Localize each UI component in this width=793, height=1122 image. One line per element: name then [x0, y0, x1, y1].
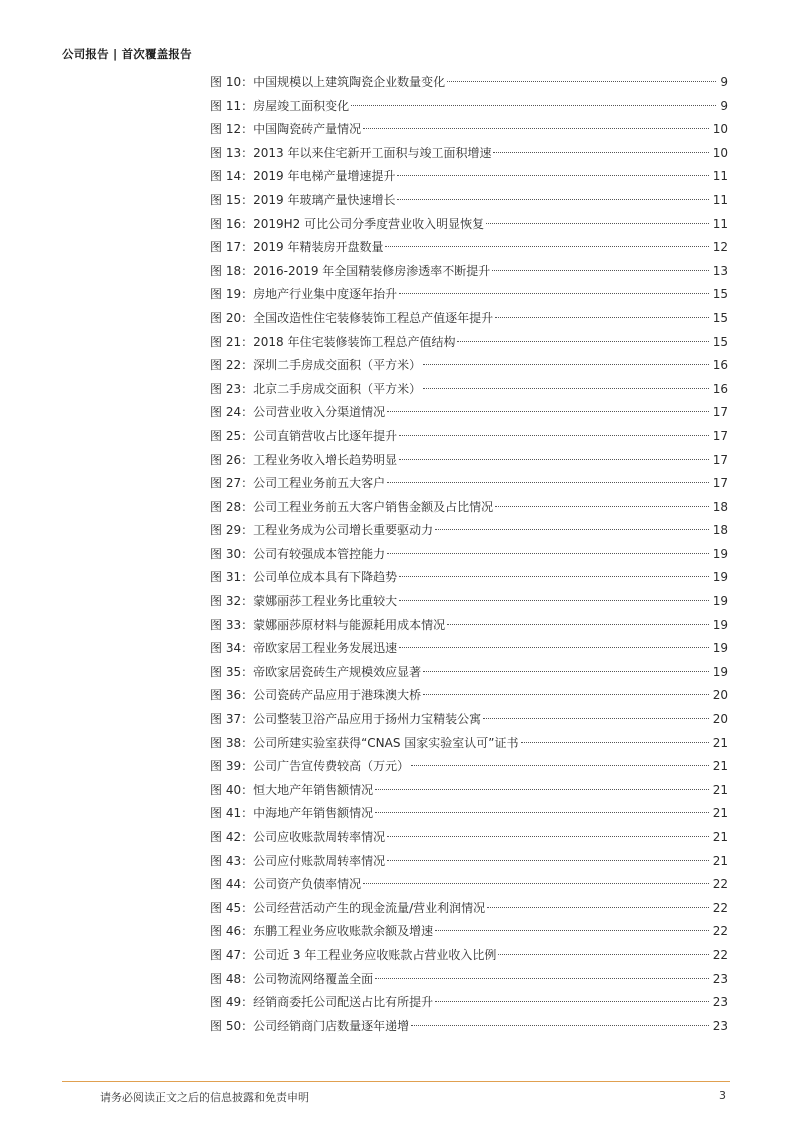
toc-entry-page: 17 — [712, 405, 728, 420]
toc-dot-leader — [487, 907, 709, 908]
toc-entry-page: 16 — [712, 358, 728, 373]
toc-entry-label: 图 26：工程业务收入增长趋势明显 — [210, 452, 398, 467]
toc-dot-leader — [387, 411, 709, 412]
toc-entry-page: 15 — [712, 310, 728, 325]
toc-dot-leader — [423, 364, 709, 365]
toc-entry-page: 21 — [712, 735, 728, 750]
toc-entry-page: 22 — [712, 900, 728, 915]
toc-dot-leader — [447, 81, 716, 82]
toc-entry-page: 19 — [712, 664, 728, 679]
report-header: 公司报告 | 首次覆盖报告 — [62, 47, 192, 61]
toc-entry-page: 22 — [712, 877, 728, 892]
toc-entry[interactable] — [210, 826, 728, 850]
toc-entry-label: 图 12：中国陶瓷砖产量情况 — [210, 122, 362, 137]
toc-dot-leader — [399, 647, 709, 648]
toc-entry-label: 图 16：2019H2 可比公司分季度营业收入明显恢复 — [210, 216, 485, 231]
toc-entry-label: 图 30：公司有较强成本管控能力 — [210, 546, 386, 561]
toc-entry-page: 15 — [712, 287, 728, 302]
toc-entry-label: 图 40：恒大地产年销售额情况 — [210, 782, 374, 797]
toc-dot-leader — [399, 600, 709, 601]
toc-entry-page: 20 — [712, 688, 728, 703]
toc-entry[interactable] — [210, 401, 728, 425]
toc-entry-label: 图 43：公司应付账款周转率情况 — [210, 853, 386, 868]
toc-entry-page: 11 — [712, 192, 728, 207]
toc-entry-page: 21 — [712, 806, 728, 821]
toc-dot-leader — [492, 270, 708, 271]
toc-dot-leader — [351, 105, 716, 106]
toc-entry-page: 11 — [712, 169, 728, 184]
toc-entry-page: 12 — [712, 240, 728, 255]
toc-entry-page: 21 — [712, 759, 728, 774]
toc-entry-page: 20 — [712, 712, 728, 727]
toc-dot-leader — [423, 671, 709, 672]
toc-dot-leader — [435, 1001, 709, 1002]
toc-entry[interactable] — [210, 944, 728, 968]
toc-entry-label: 图 27：公司工程业务前五大客户 — [210, 476, 386, 491]
toc-entry-page: 22 — [712, 947, 728, 962]
toc-entry[interactable] — [210, 283, 728, 307]
toc-entry[interactable] — [210, 142, 728, 166]
toc-entry-label: 图 35：帝欧家居瓷砖生产规模效应显著 — [210, 664, 422, 679]
toc-entry-page: 21 — [712, 853, 728, 868]
toc-entry-page: 9 — [720, 98, 728, 113]
toc-entry[interactable] — [210, 449, 728, 473]
toc-entry-label: 图 14：2019 年电梯产量增速提升 — [210, 169, 396, 184]
toc-entry[interactable] — [210, 496, 728, 520]
toc-entry-page: 23 — [712, 1018, 728, 1033]
toc-entry-label: 图 21：2018 年住宅装修装饰工程总产值结构 — [210, 334, 456, 349]
toc-entry-label: 图 42：公司应收账款周转率情况 — [210, 830, 386, 844]
toc-entry[interactable] — [210, 95, 728, 119]
toc-entry[interactable] — [210, 708, 728, 732]
toc-entry-page: 22 — [712, 924, 728, 939]
toc-entry-label: 图 11：房屋竣工面积变化 — [210, 98, 350, 113]
toc-entry[interactable] — [210, 920, 728, 944]
toc-dot-leader — [387, 482, 709, 483]
toc-dot-leader — [521, 742, 709, 743]
toc-dot-leader — [493, 152, 708, 153]
toc-dot-leader — [387, 860, 709, 861]
toc-entry-label: 图 29：工程业务成为公司增长重要驱动力 — [210, 523, 434, 538]
toc-dot-leader — [399, 293, 709, 294]
toc-dot-leader — [423, 388, 709, 389]
toc-entry-label: 图 13：2013 年以来住宅新开工面积与竣工面积增速 — [210, 145, 492, 160]
toc-entry-page: 19 — [712, 594, 728, 609]
toc-entry[interactable] — [210, 213, 728, 237]
toc-entry-page: 10 — [712, 122, 728, 137]
toc-entry-label: 图 25：公司直销营收占比逐年提升 — [210, 428, 398, 443]
toc-dot-leader — [411, 1025, 709, 1026]
toc-entry-label: 图 47：公司近 3 年工程业务应收账款占营业收入比例 — [210, 947, 497, 962]
toc-entry-page: 17 — [712, 476, 728, 491]
toc-entry-label: 图 34：帝欧家居工程业务发展迅速 — [210, 641, 398, 656]
toc-entry[interactable] — [210, 897, 728, 921]
toc-entry-page: 15 — [712, 334, 728, 349]
toc-entry[interactable] — [210, 189, 728, 213]
toc-dot-leader — [375, 812, 709, 813]
toc-entry-page: 19 — [712, 641, 728, 656]
toc-entry[interactable] — [210, 260, 728, 284]
toc-entry-page: 21 — [712, 830, 728, 844]
toc-entry-label: 图 49：经销商委托公司配送占比有所提升 — [210, 995, 434, 1010]
toc-entry-label: 图 19：房地产行业集中度逐年抬升 — [210, 287, 398, 302]
toc-entry[interactable] — [210, 779, 728, 803]
toc-dot-leader — [486, 223, 709, 224]
toc-dot-leader — [435, 529, 709, 530]
toc-entry-label: 图 39：公司广告宣传费较高（万元） — [210, 759, 410, 774]
toc-entry[interactable] — [210, 991, 728, 1015]
toc-entry-label: 图 22：深圳二手房成交面积（平方米） — [210, 358, 422, 373]
toc-entry-page: 13 — [712, 263, 728, 278]
toc-dot-leader — [457, 341, 708, 342]
toc-entry[interactable] — [210, 378, 728, 402]
toc-entry-page: 17 — [712, 428, 728, 443]
toc-dot-leader — [495, 506, 709, 507]
toc-entry-label: 图 37：公司整装卫浴产品应用于扬州力宝精装公寓 — [210, 712, 482, 727]
toc-dot-leader — [397, 199, 708, 200]
toc-entry[interactable] — [210, 425, 728, 449]
toc-entry-page: 18 — [712, 523, 728, 538]
toc-entry-page: 19 — [712, 617, 728, 632]
toc-entry-page: 21 — [712, 782, 728, 797]
toc-entry[interactable] — [210, 71, 728, 95]
toc-entry-label: 图 33：蒙娜丽莎原材料与能源耗用成本情况 — [210, 617, 446, 632]
footer-disclaimer: 请务必阅读正文之后的信息披露和免责申明 — [100, 1091, 309, 1104]
toc-entry[interactable] — [210, 519, 728, 543]
toc-entry[interactable] — [210, 755, 728, 779]
toc-entry-label: 图 17：2019 年精装房开盘数量 — [210, 240, 384, 255]
toc-entry-page: 23 — [712, 971, 728, 986]
toc-entry[interactable] — [210, 566, 728, 590]
toc-entry-label: 图 48：公司物流网络覆盖全面 — [210, 971, 374, 986]
toc-entry-label: 图 23：北京二手房成交面积（平方米） — [210, 381, 422, 396]
toc-entry-label: 图 46：东鹏工程业务应收账款余额及增速 — [210, 924, 434, 939]
toc-dot-leader — [363, 128, 709, 129]
toc-entry-page: 17 — [712, 452, 728, 467]
toc-entry-label: 图 10：中国规模以上建筑陶瓷企业数量变化 — [210, 75, 446, 89]
toc-dot-leader — [387, 836, 709, 837]
toc-entry[interactable] — [210, 118, 728, 142]
toc-entry[interactable] — [210, 684, 728, 708]
toc-entry[interactable] — [210, 850, 728, 874]
toc-entry-page: 19 — [712, 546, 728, 561]
toc-dot-leader — [483, 718, 709, 719]
toc-entry-page: 16 — [712, 381, 728, 396]
toc-entry[interactable] — [210, 732, 728, 756]
toc-entry[interactable] — [210, 1015, 728, 1039]
toc-dot-leader — [447, 624, 709, 625]
toc-dot-leader — [435, 930, 709, 931]
toc-entry[interactable] — [210, 543, 728, 567]
toc-entry-page: 23 — [712, 995, 728, 1010]
toc-entry[interactable] — [210, 354, 728, 378]
toc-entry-label: 图 32：蒙娜丽莎工程业务比重较大 — [210, 594, 398, 609]
toc-entry[interactable] — [210, 331, 728, 355]
toc-dot-leader — [399, 576, 709, 577]
toc-entry[interactable] — [210, 236, 728, 260]
toc-dot-leader — [423, 694, 709, 695]
toc-entry-page: 11 — [712, 216, 728, 231]
toc-entry[interactable] — [210, 165, 728, 189]
toc-entry-page: 10 — [712, 145, 728, 160]
toc-entry-label: 图 28：公司工程业务前五大客户销售金额及占比情况 — [210, 499, 494, 514]
toc-entry-label: 图 18：2016-2019 年全国精装修房渗透率不断提升 — [210, 263, 491, 278]
toc-entry-label: 图 38：公司所建实验室获得“CNAS 国家实验室认可”证书 — [210, 735, 519, 750]
toc-dot-leader — [411, 765, 709, 766]
toc-entry[interactable] — [210, 968, 728, 992]
toc-entry-label: 图 24：公司营业收入分渠道情况 — [210, 405, 386, 420]
footer-divider — [62, 1081, 730, 1082]
toc-entry-label: 图 45：公司经营活动产生的现金流量/营业利润情况 — [210, 900, 486, 915]
toc-dot-leader — [397, 175, 708, 176]
toc-entry[interactable] — [210, 637, 728, 661]
toc-entry-label: 图 20：全国改造性住宅装修装饰工程总产值逐年提升 — [210, 310, 494, 325]
toc-entry[interactable] — [210, 873, 728, 897]
toc-dot-leader — [399, 459, 709, 460]
toc-entry[interactable] — [210, 614, 728, 638]
footer-page-number: 3 — [719, 1089, 726, 1102]
toc-entry[interactable] — [210, 472, 728, 496]
toc-entry-label: 图 31：公司单位成本具有下降趋势 — [210, 570, 398, 585]
toc-dot-leader — [387, 553, 709, 554]
toc-entry-label: 图 50：公司经销商门店数量逐年递增 — [210, 1018, 410, 1033]
toc-dot-leader — [363, 883, 709, 884]
toc-entry-page: 9 — [720, 75, 728, 89]
toc-entry-label: 图 36：公司瓷砖产品应用于港珠澳大桥 — [210, 688, 422, 703]
toc-entry[interactable] — [210, 590, 728, 614]
toc-dot-leader — [399, 435, 709, 436]
toc-entry[interactable] — [210, 661, 728, 685]
toc-dot-leader — [385, 246, 708, 247]
toc-entry-label: 图 15：2019 年玻璃产量快速增长 — [210, 192, 396, 207]
toc-dot-leader — [375, 789, 709, 790]
toc-entry[interactable] — [210, 802, 728, 826]
toc-entry[interactable] — [210, 307, 728, 331]
toc-entry-page: 18 — [712, 499, 728, 514]
figure-list — [210, 71, 728, 1038]
toc-dot-leader — [498, 954, 708, 955]
toc-entry-page: 19 — [712, 570, 728, 585]
toc-dot-leader — [495, 317, 709, 318]
toc-entry-label: 图 41：中海地产年销售额情况 — [210, 806, 374, 821]
toc-dot-leader — [375, 978, 709, 979]
toc-entry-label: 图 44：公司资产负债率情况 — [210, 877, 362, 892]
